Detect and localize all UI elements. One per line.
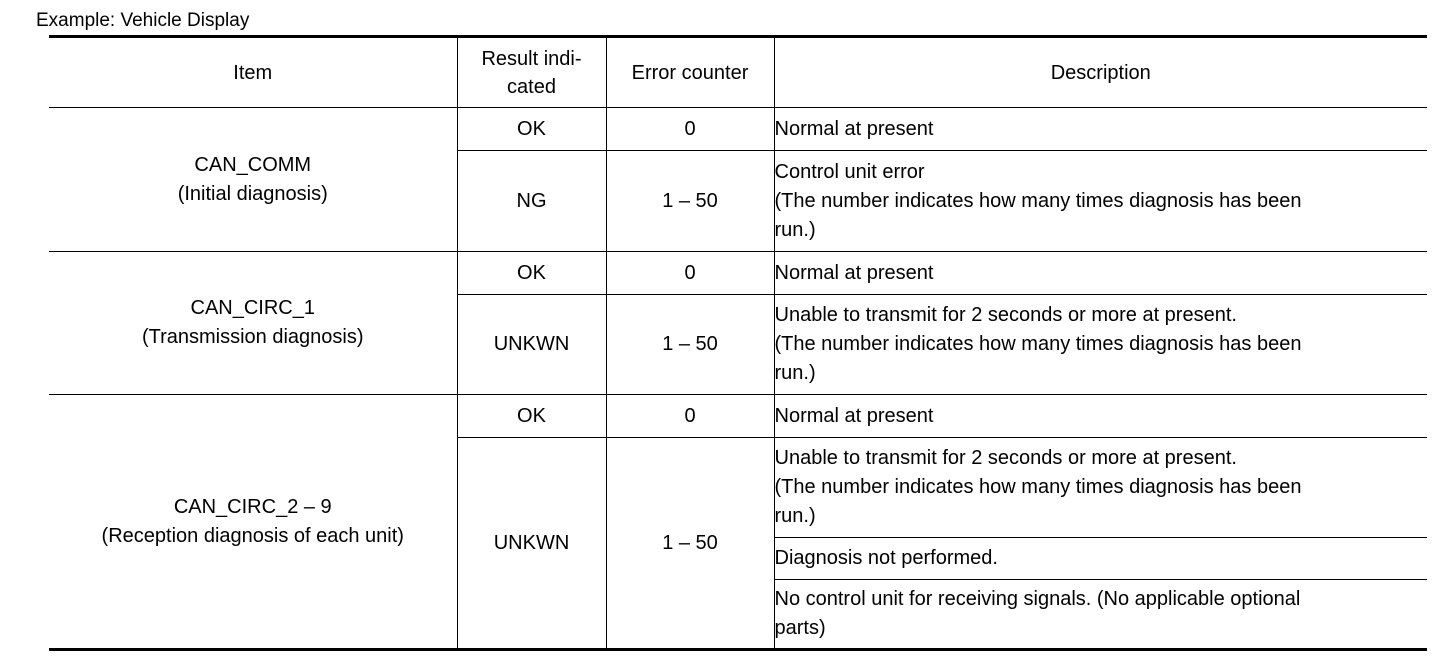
- table-row: [49, 252, 1427, 295]
- error-counter-cell: 1 – 50: [606, 438, 774, 650]
- description-line: No control unit for receiving signals. (No applicable optional: [774, 588, 1301, 610]
- description-cell: [774, 438, 1427, 538]
- item-subtitle: (Initial diagnosis): [177, 182, 328, 205]
- description-line: Normal at present: [774, 404, 934, 427]
- table-row: [49, 395, 1427, 438]
- item-cell-can-comm: [49, 108, 457, 252]
- description-cell: [774, 538, 1427, 580]
- description-line: Control unit error: [774, 160, 925, 183]
- header-result-line2: cated: [507, 75, 556, 98]
- error-counter-cell: 0: [606, 395, 774, 438]
- result-cell: UNKWN: [457, 295, 606, 395]
- error-counter-cell: 1 – 50: [606, 151, 774, 252]
- description-line: Unable to transmit for 2 seconds or more at present.: [774, 304, 1237, 326]
- description-line: Normal at present: [774, 117, 934, 140]
- header-error-counter: Error counter: [606, 37, 774, 108]
- description-cell: [774, 395, 1427, 438]
- description-line: Diagnosis not performed.: [774, 547, 998, 569]
- description-cell: [774, 151, 1427, 252]
- description-line: Unable to transmit for 2 seconds or more at present.: [774, 447, 1237, 469]
- description-line: run.): [774, 362, 816, 384]
- header-row: [49, 37, 1427, 108]
- item-subtitle: (Reception diagnosis of each unit): [101, 524, 404, 547]
- item-name: CAN_CIRC_1: [190, 297, 315, 319]
- table-caption: Example: Vehicle Display: [36, 10, 250, 31]
- header-description: Description: [774, 37, 1427, 108]
- can-diagnosis-table: [49, 35, 1427, 651]
- item-cell-can-circ-1: [49, 252, 457, 395]
- description-line: (The number indicates how many times diagnosis has been: [774, 476, 1302, 498]
- description-cell: [774, 295, 1427, 395]
- table-row: [49, 108, 1427, 151]
- result-cell: UNKWN: [457, 438, 606, 650]
- item-name: CAN_CIRC_2 – 9: [173, 495, 332, 518]
- item-cell-can-circ-2-9: [49, 395, 457, 650]
- description-line: Normal at present: [774, 261, 934, 284]
- description-cell: [774, 580, 1427, 650]
- error-counter-cell: 1 – 50: [606, 295, 774, 395]
- description-line: parts): [774, 617, 826, 639]
- header-item: Item: [49, 37, 457, 108]
- item-name: CAN_COMM: [194, 153, 312, 176]
- description-line: run.): [774, 505, 816, 527]
- description-line: (The number indicates how many times diagnosis has been: [774, 189, 1302, 212]
- header-result-line1: Result indi-: [481, 47, 582, 70]
- header-result-indicated: [457, 37, 606, 108]
- result-cell: OK: [457, 108, 606, 151]
- result-cell: OK: [457, 395, 606, 438]
- error-counter-cell: 0: [606, 252, 774, 295]
- result-cell: OK: [457, 252, 606, 295]
- error-counter-cell: 0: [606, 108, 774, 151]
- description-line: run.): [774, 218, 816, 241]
- result-cell: NG: [457, 151, 606, 252]
- item-subtitle: (Transmission diagnosis): [141, 326, 364, 348]
- description-cell: [774, 108, 1427, 151]
- description-cell: [774, 252, 1427, 295]
- description-line: (The number indicates how many times diagnosis has been: [774, 333, 1302, 355]
